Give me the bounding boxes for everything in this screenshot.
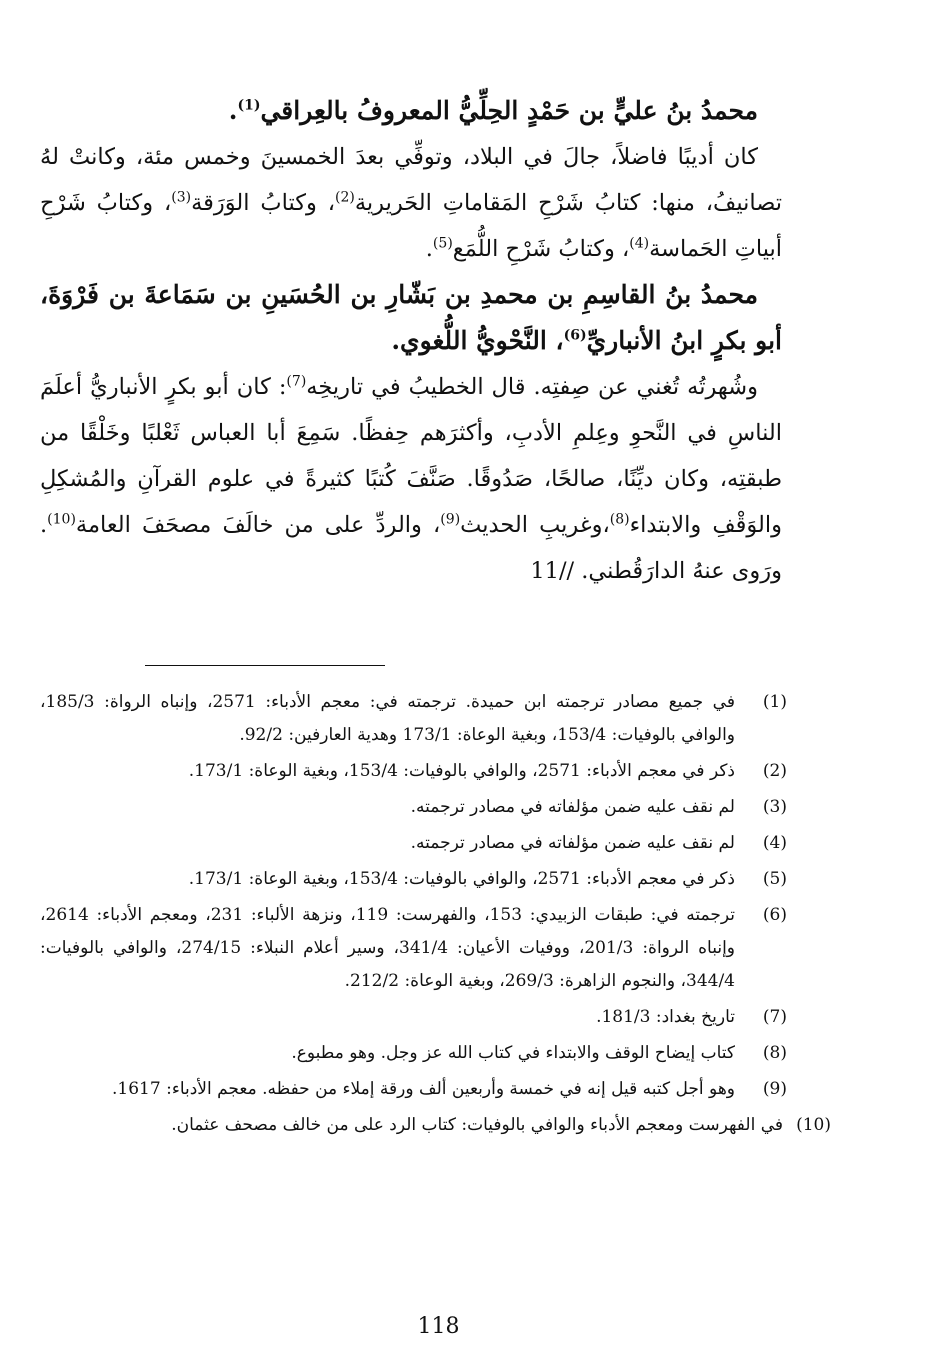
footnote-ref: (1) bbox=[237, 97, 261, 114]
footnote-number: (5) bbox=[762, 869, 787, 889]
footnote-item bbox=[40, 686, 787, 752]
footnote-number: (6) bbox=[762, 905, 787, 925]
footnote-text: تاريخ بغداد: 181/3. bbox=[596, 1007, 735, 1027]
footnote-text: لم نقف عليه ضمن مؤلفاته في مصادر ترجمته. bbox=[410, 797, 735, 817]
entry-paragraph-1 bbox=[40, 134, 782, 272]
footnote-text: في جميع مصادر ترجمته ابن حميدة. ترجمته في: معجم الأدباء: 2571، وإنباه الرواة: 185/3، والوافي بالوفيات: 153/4، وبغية الوعاة: 173/1 وهدية العارفين: 92/2. bbox=[40, 692, 735, 745]
footnote-text: ذكر في معجم الأدباء: 2571، والوافي بالوفيات: 153/4، وبغية الوعاة: 173/1. bbox=[188, 761, 735, 781]
footnotes bbox=[40, 686, 831, 1145]
footnote-text: كتاب إيضاح الوقف والابتداء في كتاب الله عز وجل. وهو مطبوع. bbox=[291, 1043, 735, 1063]
footnote-text: في الفهرست ومعجم الأدباء والوافي بالوفيات: كتاب الرد على من خالف مصحف عثمان. bbox=[171, 1115, 783, 1135]
footnote-ref: (2) bbox=[334, 189, 355, 206]
entry-heading-text: محمدُ بنُ القاسِمِ بن محمدِ بن بَشّارِ بن الحُسَينِ بن سَمَاعةَ بن فَرْوَةَ، أبو بكرٍ ابنُ الأنباريِّ bbox=[40, 280, 782, 355]
paragraph-text: : كان أبو بكرٍ الأنباريُّ أعلَمَ الناسِ في النَّحوِ وعِلمِ الأدبِ، وأكثرَهم حِفظًا. سَمِعَ أبا العباس ثَعْلبًا وخَلْقًا من طبقتِه، وكان ديِّنًا، صالحًا، صَدُوقًا. صَنَّفَ كُتبًا كثيرةً في علوم القرآنِ والمُشكِلِ والوَقْفِ والابتداء bbox=[40, 374, 782, 538]
paragraph-text: وشُهرتُه تُغني عن صِفتِه. قال الخطيبُ في تاريخِه bbox=[306, 374, 758, 400]
footnote-number: (2) bbox=[762, 761, 787, 781]
paragraph-text: . ورَوى عنهُ الدارَقُطني. //11 bbox=[40, 512, 782, 584]
footnote-item bbox=[40, 791, 787, 824]
footnote-ref: (10) bbox=[47, 511, 76, 528]
footnote-text: وهو أجل كتبه قيل إنه في خمسة وأربعين ألف ورقة إملاء من حفظه. معجم الأدباء: 1617. bbox=[112, 1079, 735, 1099]
footnote-item bbox=[40, 863, 787, 896]
paragraph-text: ، والردِّ على من خالَفَ مصحَفَ العامة bbox=[75, 512, 441, 538]
entry-heading-1 bbox=[40, 88, 782, 134]
entry-paragraph-2 bbox=[40, 364, 782, 594]
footnote-ref: (5) bbox=[432, 235, 453, 252]
footnote-text: لم نقف عليه ضمن مؤلفاته في مصادر ترجمته. bbox=[410, 833, 735, 853]
footnote-number: (8) bbox=[762, 1043, 787, 1063]
footnote-number: (3) bbox=[762, 797, 787, 817]
paragraph-text: ،وغريبِ الحديث bbox=[460, 512, 610, 538]
entry-heading-text: محمدُ بنُ عليٍّ بن حَمْدٍ الحِلِّيُّ المعروفُ بالعِراقي bbox=[260, 96, 758, 125]
paragraph-text: ، وكتابُ شَرْحِ أبياتِ الحَماسة bbox=[40, 190, 782, 262]
paragraph-text: ، وكتابُ شَرْحِ اللُّمَع bbox=[452, 236, 630, 262]
paragraph-text: ، وكتابُ الوَرَقة bbox=[191, 190, 335, 216]
footnote-number: (1) bbox=[762, 692, 787, 712]
footnote-divider bbox=[145, 665, 385, 666]
footnote-number: (4) bbox=[762, 833, 787, 853]
paragraph-text: كان أديبًا فاضلاً، جالَ في البلاد، وتوفِّي بعدَ الخمسينَ وخمس مئة، وكانتْ لهُ تصانيفُ، منها: كتابُ شَرْحِ المَقاماتِ الحَريرية bbox=[40, 144, 783, 216]
footnote-item bbox=[40, 1037, 787, 1070]
footnote-item bbox=[40, 899, 787, 998]
main-text bbox=[40, 88, 782, 594]
footnote-ref: (8) bbox=[609, 511, 630, 528]
paragraph-text: . bbox=[425, 236, 433, 262]
footnote-number: (9) bbox=[762, 1079, 787, 1099]
footnote-item bbox=[40, 1109, 831, 1142]
page-number: 118 bbox=[417, 1314, 460, 1339]
entry-heading-text: ، النَّحْويُّ اللُّغوي. bbox=[391, 326, 564, 355]
footnote-number: (7) bbox=[762, 1007, 787, 1027]
footnote-text: ترجمته في: طبقات الزبيدي: 153، والفهرست: 119، ونزهة الألباء: 231، ومعجم الأدباء: 2614، وإنباه الرواة: 201/3، ووفيات الأعيان: 341/4، وسير أعلام النبلاء: 274/15، والوافي بالوفيات: 344/4، والنجوم الزاهرة: 269/3، وبغية الوعاة: 212/2. bbox=[40, 905, 736, 991]
footnote-ref: (9) bbox=[440, 511, 461, 528]
entry-heading-end: . bbox=[228, 96, 238, 125]
footnote-ref: (4) bbox=[629, 235, 650, 252]
entry-heading-2 bbox=[40, 272, 782, 364]
footnote-item bbox=[40, 755, 787, 788]
footnote-ref: (6) bbox=[563, 327, 587, 344]
footnote-ref: (3) bbox=[171, 189, 192, 206]
footnote-ref: (7) bbox=[286, 373, 307, 390]
footnote-item bbox=[40, 1073, 787, 1106]
footnote-number: (10) bbox=[796, 1115, 831, 1135]
footnote-text: ذكر في معجم الأدباء: 2571، والوافي بالوفيات: 153/4، وبغية الوعاة: 173/1. bbox=[188, 869, 735, 889]
footnote-item bbox=[40, 1001, 787, 1034]
footnote-item bbox=[40, 827, 787, 860]
